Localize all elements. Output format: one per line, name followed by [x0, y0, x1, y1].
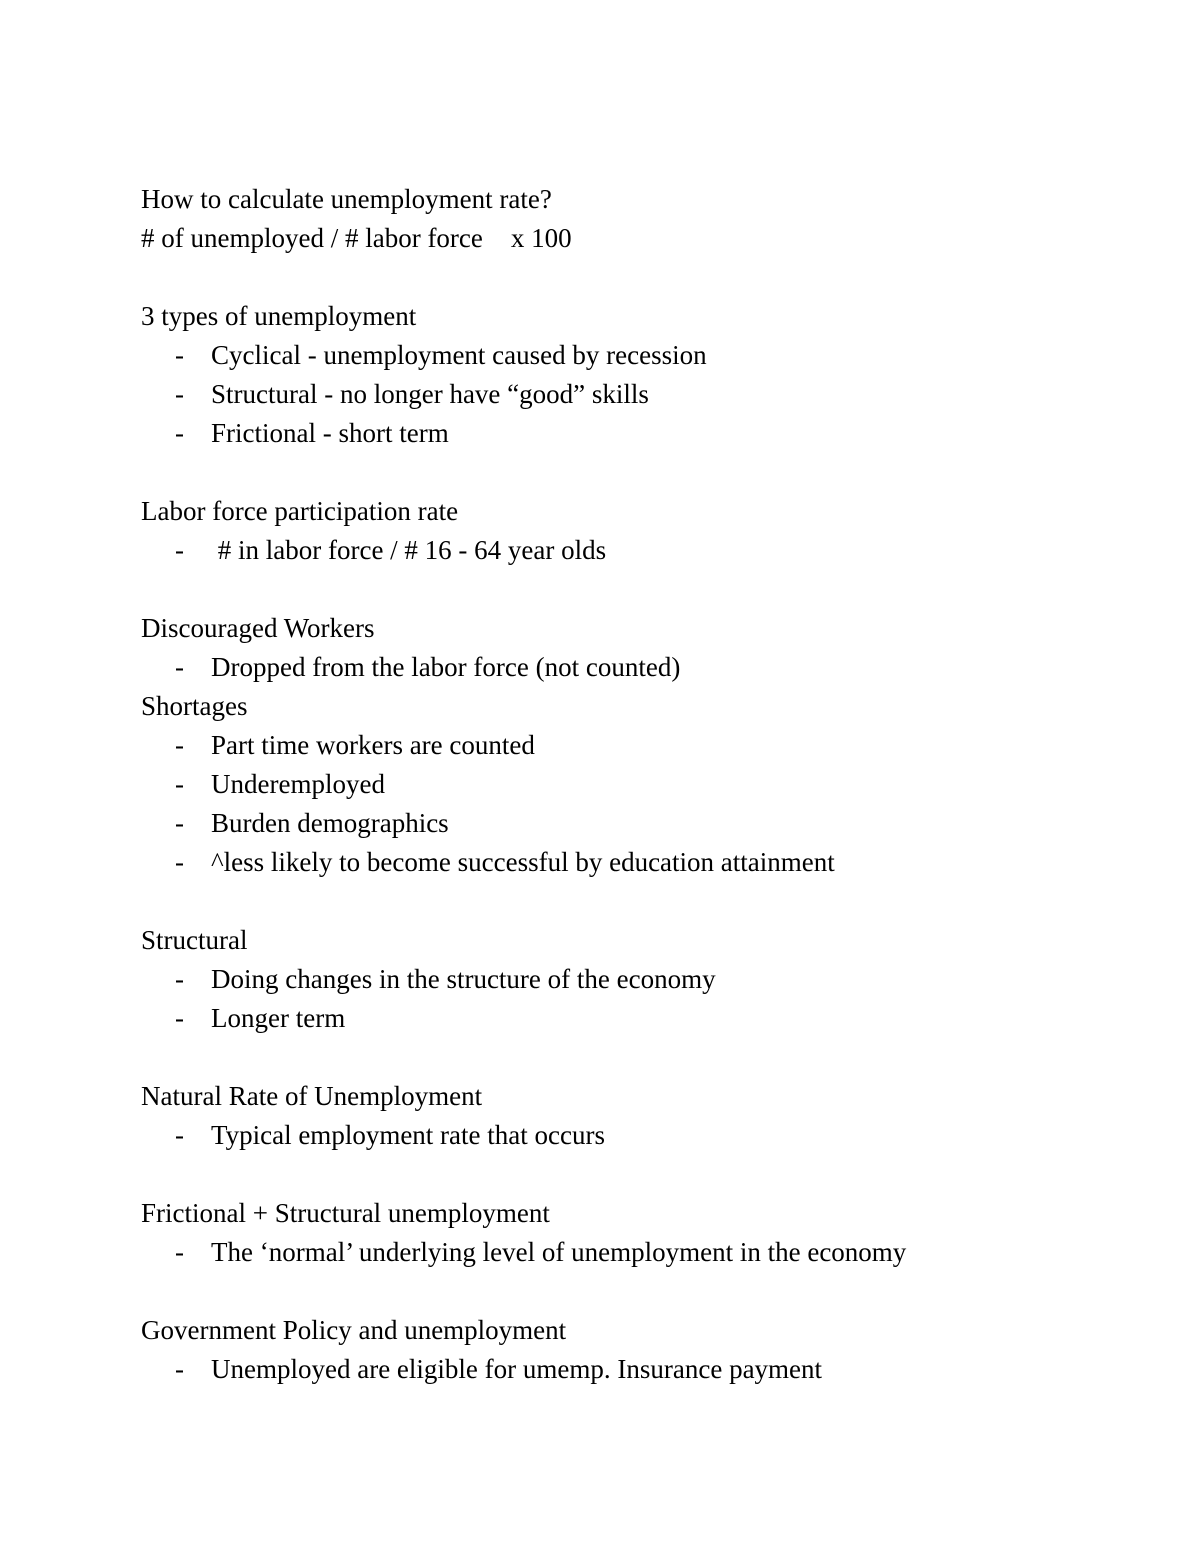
list-item	[141, 804, 1141, 843]
spacer	[141, 1038, 1141, 1077]
dash-marker: -	[175, 652, 184, 682]
list-item	[141, 999, 1141, 1038]
formula-line	[141, 219, 1141, 258]
list-item-text: Longer term	[211, 1003, 346, 1033]
list-item	[141, 765, 1141, 804]
list-item	[141, 648, 1141, 687]
spacer	[141, 882, 1141, 921]
section-heading: Labor force participation rate	[141, 496, 459, 526]
list-item-text: Unemployed are eligible for umemp. Insurance payment	[211, 1354, 823, 1384]
list-item	[141, 336, 1141, 375]
spacer	[141, 1272, 1141, 1311]
notes-content	[141, 180, 1141, 1389]
list-item-text: Structural - no longer have “good” skills	[211, 379, 649, 409]
dash-marker: -	[175, 1237, 184, 1267]
list-item-text: Frictional - short term	[211, 418, 449, 448]
list-item	[141, 960, 1141, 999]
dash-marker: -	[175, 964, 184, 994]
dash-marker: -	[175, 379, 184, 409]
dash-marker: -	[175, 340, 184, 370]
dash-marker: -	[175, 730, 184, 760]
dash-marker: -	[175, 769, 184, 799]
dash-marker: -	[175, 847, 184, 877]
list-item-text: ^less likely to become successful by education attainment	[211, 847, 835, 877]
dash-marker: -	[175, 1003, 184, 1033]
list-item-text: Dropped from the labor force (not counted)	[211, 652, 681, 682]
list-item	[141, 1350, 1141, 1389]
section-heading: Shortages	[141, 691, 248, 721]
list-item-text: Part time workers are counted	[211, 730, 535, 760]
spacer	[141, 570, 1141, 609]
dash-marker: -	[175, 1120, 184, 1150]
dash-marker: -	[175, 535, 184, 565]
section-heading: Structural	[141, 925, 248, 955]
section-heading: Discouraged Workers	[141, 613, 375, 643]
list-item	[141, 843, 1141, 882]
dash-marker: -	[175, 418, 184, 448]
spacer	[141, 258, 1141, 297]
section-heading: Government Policy and unemployment	[141, 1315, 567, 1345]
section-heading: How to calculate unemployment rate?	[141, 184, 552, 214]
list-item-text: The ‘normal’ underlying level of unemployment in the economy	[211, 1237, 907, 1267]
section-heading: 3 types of unemployment	[141, 301, 417, 331]
list-item-text: Underemployed	[211, 769, 385, 799]
list-item-text: Typical employment rate that occurs	[211, 1120, 605, 1150]
list-item-text: Doing changes in the structure of the economy	[211, 964, 716, 994]
list-item	[141, 375, 1141, 414]
spacer	[141, 1155, 1141, 1194]
list-item	[141, 726, 1141, 765]
list-item	[141, 531, 1141, 570]
section-heading: Frictional + Structural unemployment	[141, 1198, 550, 1228]
dash-marker: -	[175, 1354, 184, 1384]
spacer	[141, 453, 1141, 492]
list-item	[141, 1116, 1141, 1155]
formula-text: # of unemployed / # labor force	[141, 223, 483, 253]
list-item-text: Cyclical - unemployment caused by recession	[211, 340, 707, 370]
section-heading: Natural Rate of Unemployment	[141, 1081, 483, 1111]
dash-marker: -	[175, 808, 184, 838]
list-item	[141, 1233, 1141, 1272]
list-item-text: # in labor force / # 16 - 64 year olds	[211, 535, 607, 565]
formula-multiplier: x 100	[510, 223, 572, 253]
list-item-text: Burden demographics	[211, 808, 449, 838]
list-item	[141, 414, 1141, 453]
